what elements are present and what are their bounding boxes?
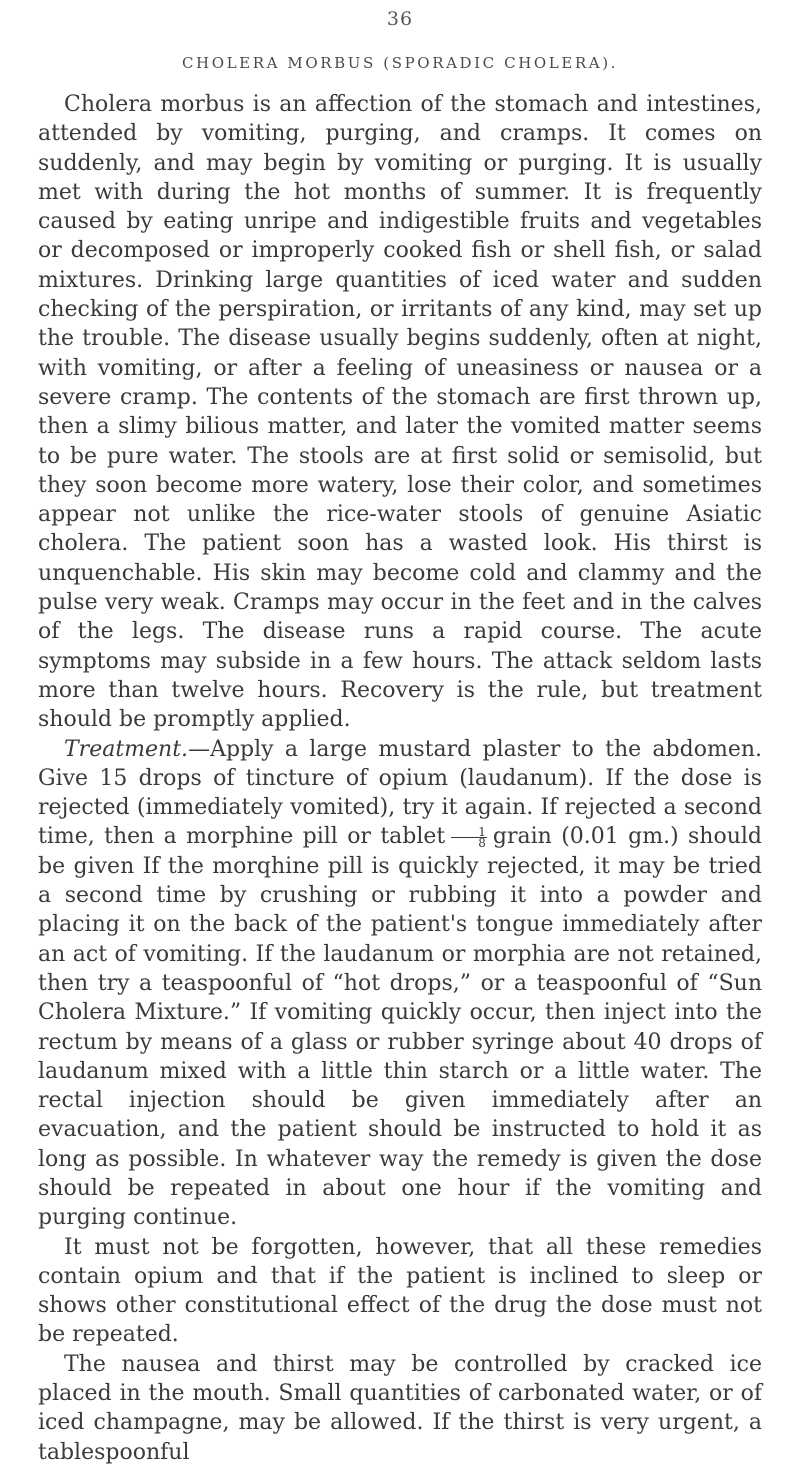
paragraph-intro: Cholera morbus is an affection of the stomach and intestines, attended by vomiting, purging, and cramps. It comes on suddenly, and may begin by vomiting or purging. It is usually met with during the hot months of summer. It is frequently caused by eating unripe and indigestible fruits and vegetables or decomposed or improperly cooked fish or shell fish, or salad mixtures. Drinking large quantities of iced water and sudden checking of the perspiration, or irritants of any kind, may set up the trouble. The disease usually begins suddenly, often at night, with vomiting, or after a feeling of uneasiness or nausea or a severe cramp. The contents of the stomach are first thrown up, then a slimy bilious matter, and later the vomited matter seems to be pure water. The stools are at first solid or semisolid, but they soon become more watery, lose their color, and sometimes appear not unlike the rice-water stools of genuine Asiatic cholera. The patient soon has a wasted look. His thirst is unquenchable. His skin may become cold and clammy and the pulse very weak. Cramps may occur in the feet and in the calves of the legs. The disease runs a rapid course. The acute symptoms may subside in a few hours. The attack seldom lasts more than twelve hours. Recovery is the rule, but treatment should be promptly applied. <box>38 92 762 733</box>
fraction-one-eighth <box>451 824 487 850</box>
paragraph-caution: It must not be forgotten, however, that all these remedies contain opium and that if the patient is inclined to sleep or shows other constitutional effect of the drug the dose must not be repeated. <box>38 1234 762 1348</box>
treatment-text-a: —Apply a large mustard plaster to the abdomen. Give 15 drops of tincture of opium (laudanum). If the dose is rejected (immediately vomited), try it again. If rejected a second time, then a morphine pill or tablet <box>38 736 762 850</box>
treatment-text-b: grain (0.01 gm.) should be given If the morqhine pill is quickly rejected, it may be tried a second time by crushing or rubbing it into a powder and placing it on the back of the patient's tongue immediately after an act of vomiting. If the laudanum or morphia are not retained, then try a teaspoonful of “hot drops,” or a teaspoonful of “Sun Cholera Mixture.” If vomiting quickly occur, then inject into the rectum by means of a glass or rubber syringe about 40 drops of laudanum mixed with a little thin starch or a little water. The rectal injection should be given immediately after an evacuation, and the patient should be instructed to hold it as long as possible. In whatever way the remedy is given the dose should be repeated in about one hour if the vomiting and purging continue. <box>38 824 763 1231</box>
page-number: 36 <box>386 8 414 30</box>
paragraph-treatment <box>38 735 762 1233</box>
paragraph-thirst: The nausea and thirst may be controlled by cracked ice placed in the mouth. Small quantities of carbonated water, or of iced champagne, may be allowed. If the thirst is very urgent, a tablespoonful <box>38 1351 762 1465</box>
fraction-denominator: 8 <box>478 835 486 850</box>
body-text <box>38 90 762 1467</box>
section-heading: CHOLERA MORBUS (SPORADIC CHOLERA). <box>181 54 619 72</box>
fraction-numerator: 1 <box>451 827 487 838</box>
treatment-label: Treatment. <box>64 736 189 762</box>
